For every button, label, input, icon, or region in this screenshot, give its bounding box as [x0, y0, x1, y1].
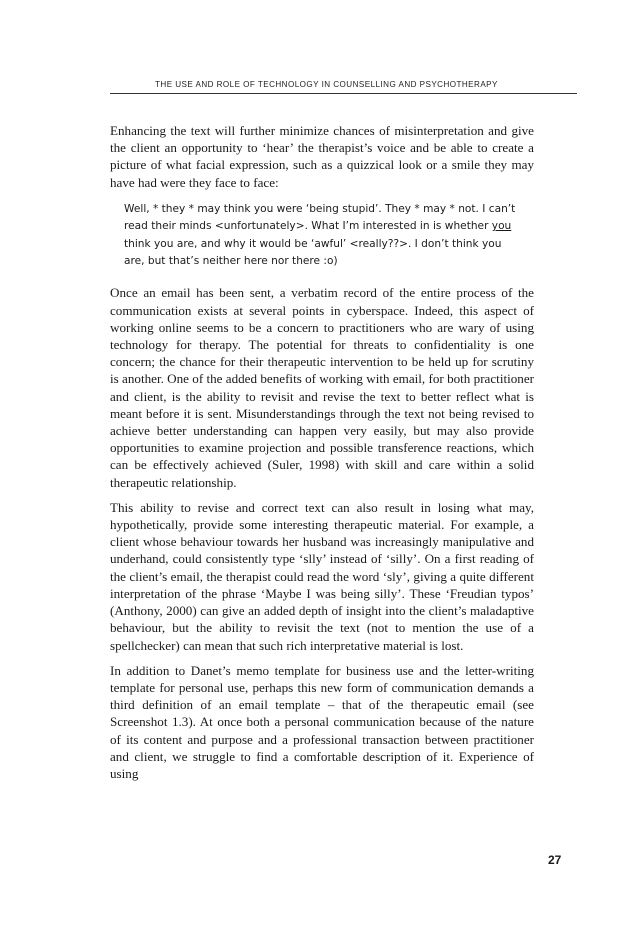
- quote-text-start: Well, * they * may think you were ‘being stupid’. They * may * not. I can’t read their minds <unfortunately>. What I’m interested in is whether: [124, 202, 516, 233]
- running-head: THE USE AND ROLE OF TECHNOLOGY IN COUNSELLING AND PSYCHOTHERAPY: [155, 80, 498, 89]
- paragraph-3: This ability to revise and correct text can also result in losing what may, hypothetically, provide some interesting therapeutic material. For example, a client whose behaviour towards her husband was increasingly manipulative and underhand, could consistently type ‘slly’ instead of ‘silly’. On a first reading of the client’s email, the therapist could read the word ‘sly’, giving a quite different interpretation of the phrase ‘Maybe I was being silly’. These ‘Freudian typos’ (Anthony, 2000) can give an added depth of insight into the client’s maladaptive behaviour, but the ability to revisit the text (not to mention the use of a spellchecker) can mean that such rich interpretative material is lost.: [110, 499, 534, 653]
- page-number: 27: [548, 853, 562, 867]
- email-quote: [124, 201, 519, 271]
- page-body: [110, 122, 534, 790]
- paragraph-2: Once an email has been sent, a verbatim record of the entire process of the communication exists at several points in cyberspace. Indeed, this aspect of working online seems to be a concern to practitioners who are wary of using technology for therapy. The potential for threats to confidentiality is one concern; the chance for their therapeutic intervention to be held up for scrutiny is another. One of the added benefits of working with email, for both practitioner and client, is the ability to revisit and revise the text to better reflect what is meant before it is sent. Misunderstandings through the text not being revised to achieve better understanding can happen very easily, but may also provide opportunities to examine projection and possible transference reactions, which can be effectively achieved (Suler, 1998) with skill and care within a solid therapeutic relationship.: [110, 285, 534, 490]
- paragraph-1: Enhancing the text will further minimize chances of misinterpretation and give the client an opportunity to ‘hear’ the therapist’s voice and be able to create a picture of what facial expression, such as a quizzical look or a smile they may have had were they face to face:: [110, 123, 534, 190]
- quote-text-end: think you are, and why it would be ‘awful’ <really??>. I don’t think you are, but that’s neither here nor there :o): [124, 237, 502, 268]
- header-rule: [110, 93, 577, 94]
- paragraph-4: In addition to Danet’s memo template for business use and the letter-writing template for personal use, perhaps this new form of communication demands a third definition of an email template – that of the therapeutic email (see Screenshot 1.3). At once both a personal communication because of the nature of its content and purpose and a professional transaction between practitioner and client, we struggle to find a comfortable description of it. Experience of using: [110, 662, 534, 781]
- quote-underlined-word: you: [491, 220, 512, 233]
